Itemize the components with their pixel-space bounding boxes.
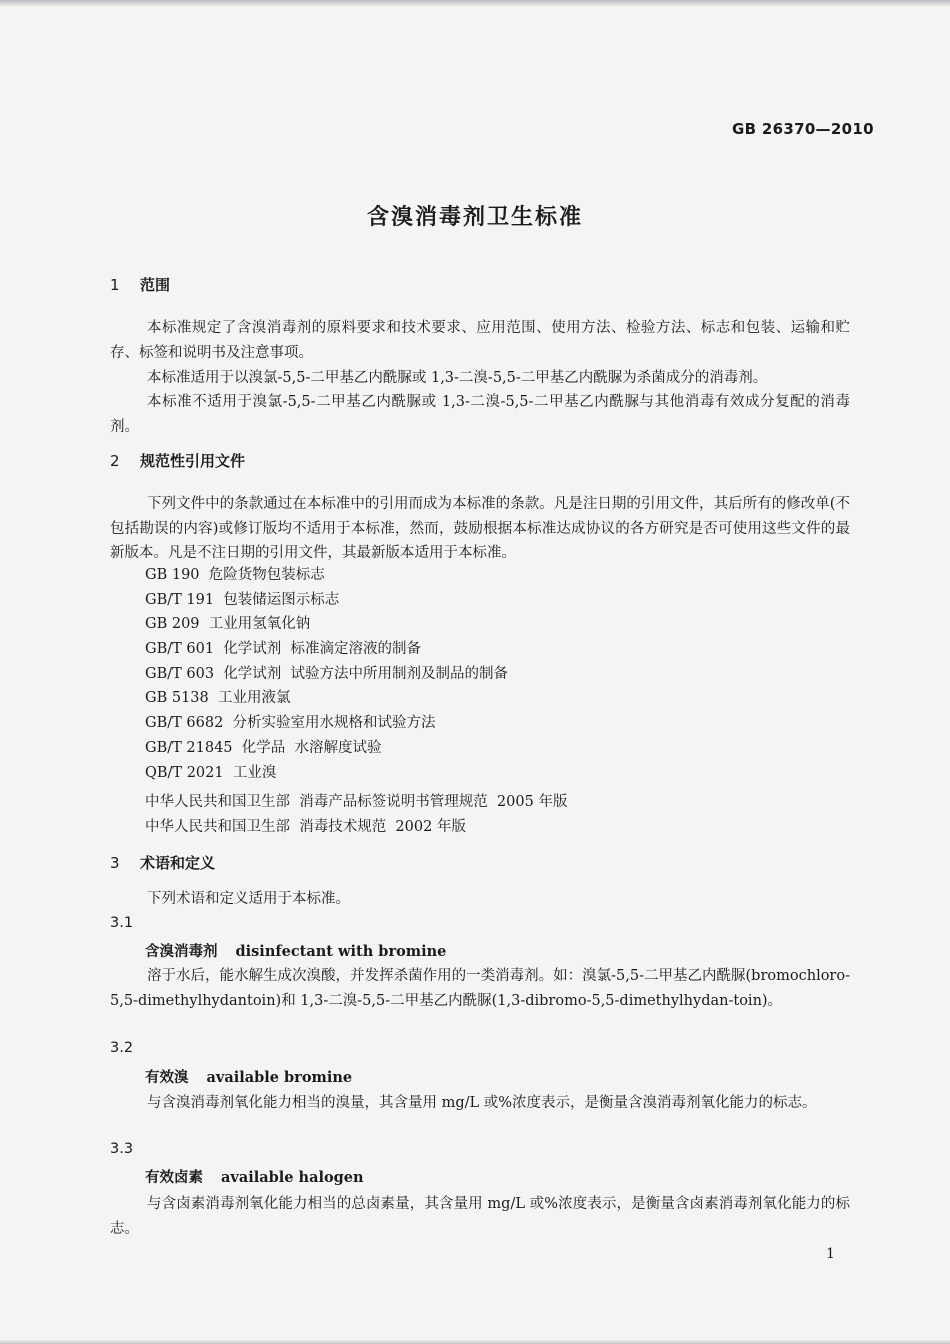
section-1-heading (110, 274, 170, 295)
reference-item: GB/T 603 化学试剂 试验方法中所用制剂及制品的制备 (145, 666, 509, 682)
section-number: 1 (110, 276, 120, 294)
reference-item: GB/T 601 化学试剂 标准滴定溶液的制备 (145, 641, 422, 657)
term-definition: 与含溴消毒剂氧化能力相当的溴量，其含量用 mg/L 或%浓度表示，是衡量含溴消毒剂氧化能力的标志。 (147, 1095, 817, 1111)
term-chinese: 有效卤素 (145, 1170, 203, 1186)
term-definition: 与含卤素消毒剂氧化能力相当的总卤素量，其含量用 mg/L 或%浓度表示，是衡量含卤素消毒剂氧化能力的标志。 (110, 1196, 850, 1237)
term-english: available halogen (221, 1169, 364, 1186)
section-1-paragraph-1: 本标准规定了含溴消毒剂的原料要求和技术要求、应用范围、使用方法、检验方法、标志和包装、运输和贮存、标签和说明书及注意事项。 (110, 320, 850, 361)
standard-code: GB 26370—2010 (732, 120, 874, 138)
section-number: 3 (110, 854, 120, 872)
reference-item: 中华人民共和国卫生部 消毒产品标签说明书管理规范 2005 年版 (145, 794, 568, 810)
scan-edge-bottom (0, 1340, 950, 1344)
section-number: 2 (110, 452, 120, 470)
reference-item: GB 190 危险货物包装标志 (145, 567, 325, 583)
term-heading (145, 940, 446, 961)
clause-number: 3.3 (110, 1141, 134, 1157)
section-2-paragraph: 下列文件中的条款通过在本标准中的引用而成为本标准的条款。凡是注日期的引用文件，其后所有的修改单(不包括勘误的内容)或修订版均不适用于本标准，然而，鼓励根据本标准达成协议的各方研究是否可使用这些文件的最新版本。凡是不注日期的引用文件，其最新版本适用于本标准。 (110, 496, 850, 561)
term-chinese: 有效溴 (145, 1070, 189, 1086)
section-3-heading (110, 852, 215, 873)
term-heading (145, 1166, 364, 1187)
section-title: 范围 (140, 276, 171, 294)
section-2-heading (110, 450, 245, 471)
term-english: disinfectant with bromine (235, 943, 447, 960)
term-definition: 溶于水后，能水解生成次溴酸，并发挥杀菌作用的一类消毒剂。如：溴氯-5,5-二甲基乙内酰脲(bromochloro-5,5-dimethylhydantoin)和 1,3-二溴-5,5-二甲基乙内酰脲(1,3-dibromo-5,5-dimethylhydan-toin)。 (110, 968, 850, 1009)
page-number: 1 (826, 1246, 835, 1262)
reference-item: GB/T 6682 分析实验室用水规格和试验方法 (145, 715, 436, 731)
scan-edge-top (0, 0, 950, 6)
term-heading (145, 1066, 352, 1087)
document-title: 含溴消毒剂卫生标准 (366, 205, 583, 230)
term-chinese: 含溴消毒剂 (145, 944, 218, 960)
reference-item: QB/T 2021 工业溴 (145, 765, 277, 781)
clause-number: 3.2 (110, 1040, 134, 1056)
section-3-intro: 下列术语和定义适用于本标准。 (147, 891, 350, 907)
reference-item: 中华人民共和国卫生部 消毒技术规范 2002 年版 (145, 819, 466, 835)
reference-item: GB 209 工业用氢氧化钠 (145, 616, 311, 632)
reference-item: GB 5138 工业用液氯 (145, 690, 291, 706)
section-1-paragraph-2: 本标准适用于以溴氯-5,5-二甲基乙内酰脲或 1,3-二溴-5,5-二甲基乙内酰脲为杀菌成分的消毒剂。 (147, 370, 768, 386)
section-title: 术语和定义 (140, 854, 216, 872)
reference-item: GB/T 191 包装储运图示标志 (145, 592, 340, 608)
term-english: available bromine (206, 1069, 353, 1086)
section-1-paragraph-3: 本标准不适用于溴氯-5,5-二甲基乙内酰脲或 1,3-二溴-5,5-二甲基乙内酰脲与其他消毒有效成分复配的消毒剂。 (110, 394, 850, 435)
section-title: 规范性引用文件 (140, 452, 246, 470)
reference-item: GB/T 21845 化学品 水溶解度试验 (145, 740, 382, 756)
clause-number: 3.1 (110, 915, 134, 931)
